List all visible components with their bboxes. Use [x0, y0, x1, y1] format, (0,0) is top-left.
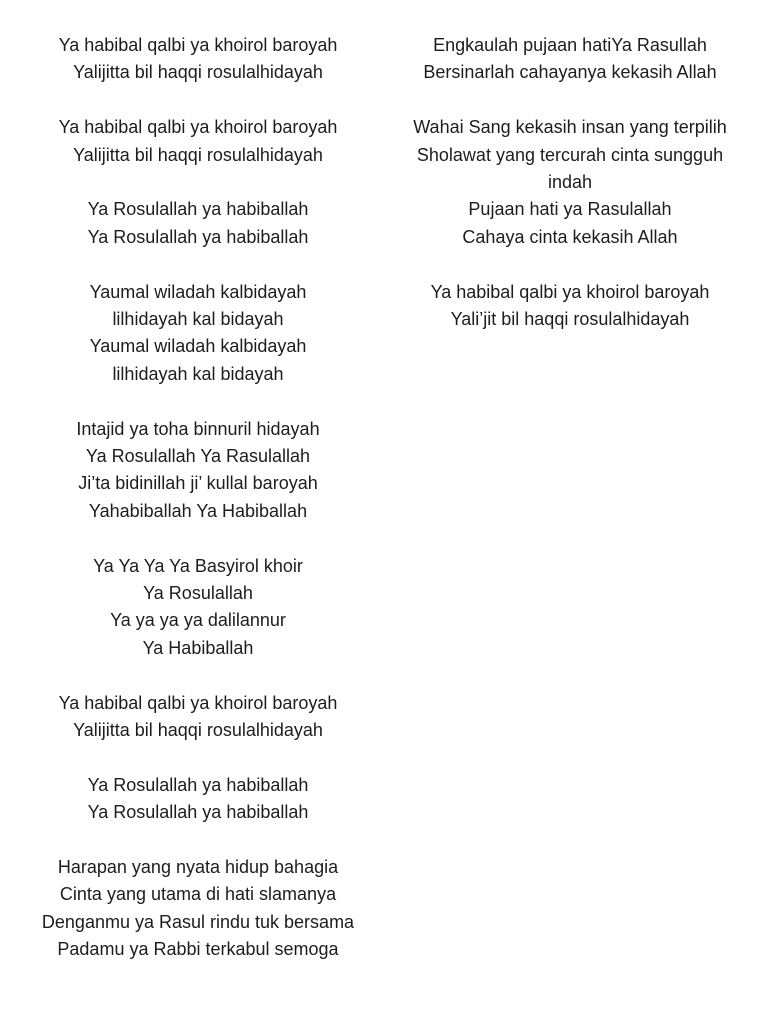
lyric-line: Harapan yang nyata hidup bahagia: [57, 857, 339, 878]
lyric-stanza: [30, 279, 366, 389]
lyric-line: lilhidayah kal bidayah: [112, 309, 284, 330]
lyric-line: Yalijitta bil haqqi rosulalhidayah: [73, 720, 323, 741]
lyric-line: Ya Rosulallah ya habiballah: [87, 802, 309, 823]
lyric-line: Engkaulah pujaan hatiYa Rasullah: [433, 35, 707, 55]
lyric-line: lilhidayah kal bidayah: [112, 363, 284, 384]
lyric-line: Ya habibal qalbi ya khoirol baroyah: [58, 117, 338, 138]
lyric-line: Pujaan hati ya Rasulallah: [468, 199, 672, 220]
lyric-line: Ya Ya Ya Ya Basyirol khoir: [93, 555, 303, 576]
lyric-line: indah: [547, 172, 593, 193]
lyric-stanza: [30, 854, 366, 964]
lyric-line: Yaumal wiladah kalbidayah: [89, 336, 307, 357]
lyric-line: Ya Rosulallah Ya Rasulallah: [85, 446, 311, 467]
lyric-stanza: [30, 196, 366, 251]
lyric-stanza: [30, 772, 366, 827]
lyric-line: Cinta yang utama di hati slamanya: [59, 884, 337, 905]
lyric-stanza: [30, 553, 366, 663]
lyric-stanza: [30, 32, 366, 87]
lyric-stanza: [30, 416, 366, 526]
lyric-line: Wahai Sang kekasih insan yang terpilih: [413, 117, 727, 138]
lyric-line: Ji’ta bidinillah ji’ kullal baroyah: [78, 473, 318, 494]
lyric-line: Denganmu ya Rasul rindu tuk bersama: [41, 911, 355, 932]
lyric-line: Ya habibal qalbi ya khoirol baroyah: [430, 281, 710, 302]
lyric-line: Intajid ya toha binnuril hidayah: [76, 418, 320, 439]
lyric-line: Ya Habiballah: [142, 637, 254, 658]
lyric-line: Sholawat yang tercurah cinta sungguh: [416, 144, 724, 165]
lyric-line: Bersinarlah cahayanya kekasih Allah: [423, 62, 717, 83]
lyric-stanza: [398, 32, 742, 87]
lyric-line: Ya Rosulallah ya habiballah: [87, 226, 309, 247]
lyric-stanza: [398, 114, 742, 251]
lyric-stanza: [398, 279, 742, 334]
lyric-line: Yalijitta bil haqqi rosulalhidayah: [73, 62, 323, 83]
lyric-line: Yali’jit bil haqqi rosulalhidayah: [450, 309, 690, 330]
lyric-line: Cahaya cinta kekasih Allah: [462, 226, 678, 247]
lyrics-column-right: [398, 32, 742, 333]
lyric-line: Ya habibal qalbi ya khoirol baroyah: [58, 35, 338, 55]
lyric-line: Ya Rosulallah: [143, 583, 253, 604]
lyric-line: Yahabiballah Ya Habiballah: [88, 500, 308, 521]
lyric-line: Ya Rosulallah ya habiballah: [87, 774, 309, 795]
lyrics-column-left: [30, 32, 366, 964]
lyric-stanza: [30, 690, 366, 745]
lyric-line: Ya Rosulallah ya habiballah: [87, 199, 309, 220]
lyric-line: Yalijitta bil haqqi rosulalhidayah: [73, 144, 323, 165]
lyric-line: Padamu ya Rabbi terkabul semoga: [57, 939, 339, 960]
lyric-line: Yaumal wiladah kalbidayah: [89, 281, 307, 302]
lyric-line: Ya ya ya ya dalilannur: [110, 610, 286, 631]
lyric-line: Ya habibal qalbi ya khoirol baroyah: [58, 692, 338, 713]
lyric-stanza: [30, 114, 366, 169]
